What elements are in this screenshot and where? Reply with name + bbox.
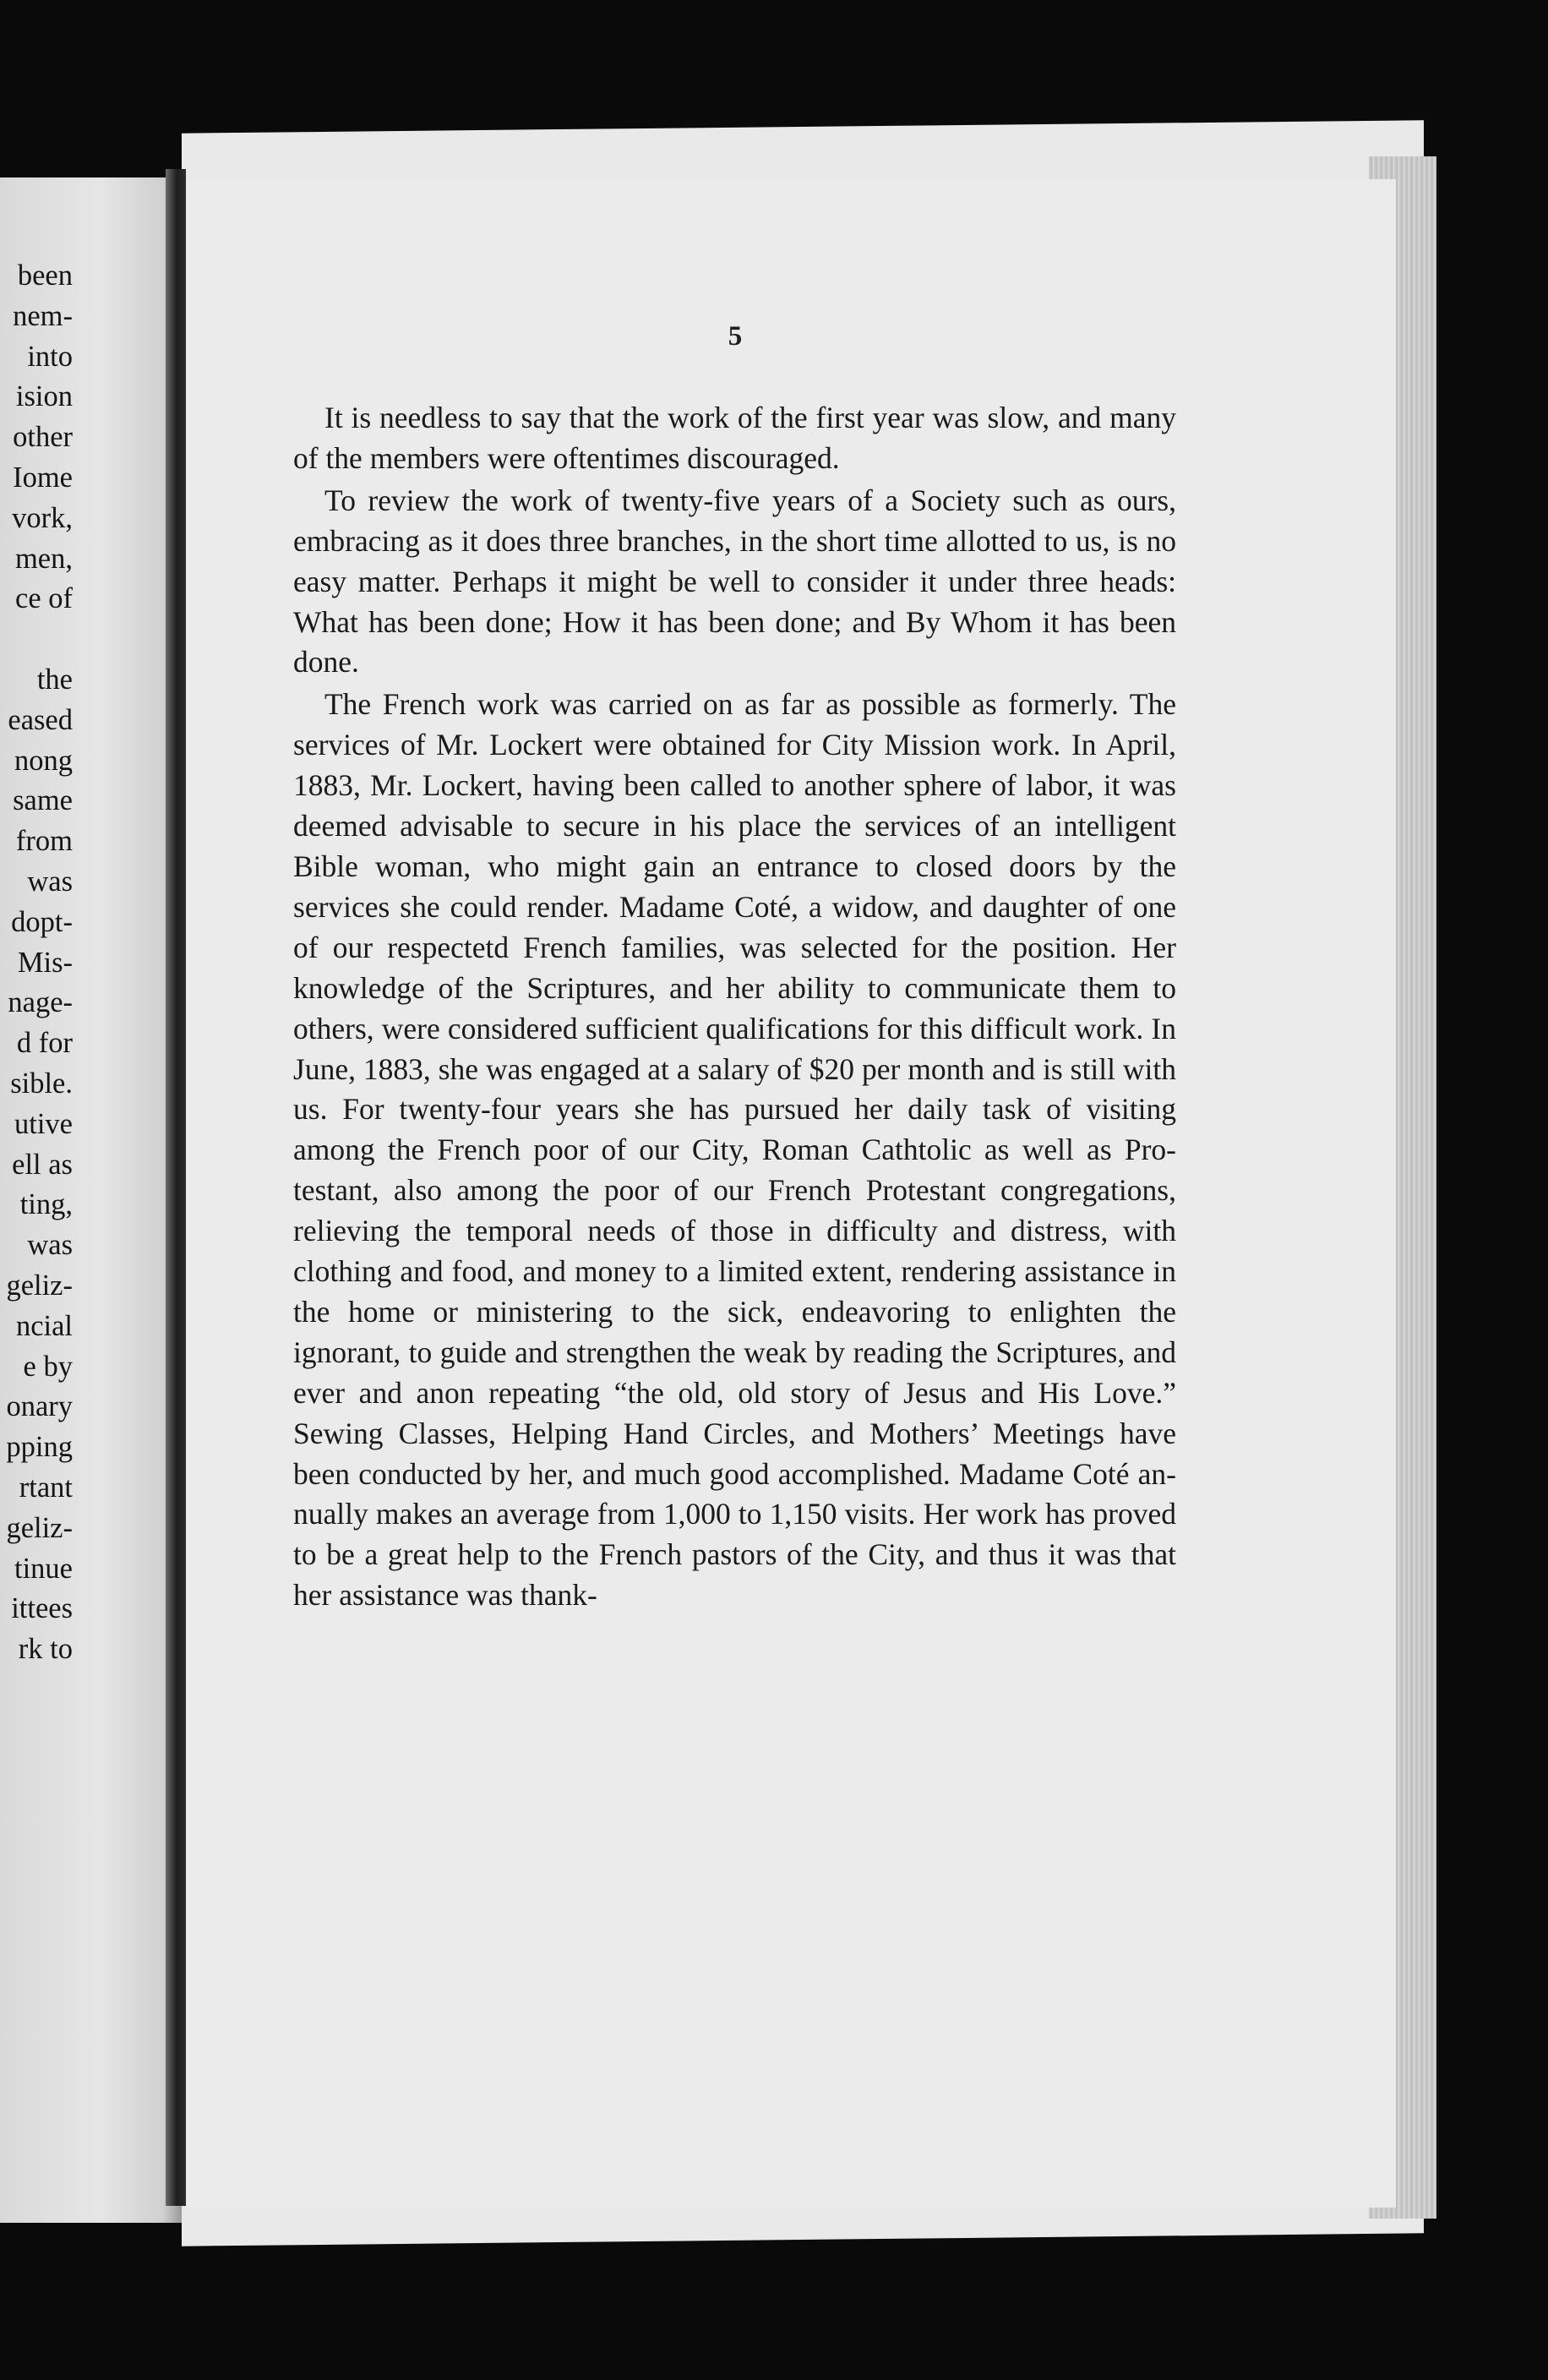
paragraph-3: The French work was carried on as far as possible as formerly. The services of Mr. Lockert were obtained for City Mission work. In April, 1883, Mr. Lockert, having been called to another sphere of labor, it was deemed advisable to secure in his place the services of an intelligent Bible woman, who might gain an entrance to closed doors by the services she could render. Madame Coté, a widow, and daughter of one of our respectetd French families, was selected for the position. Her knowledge of the Scriptures, and her ability to communicate them to others, were considered sufficient qualifications for this difficult work. In June, 1883, she was engaged at a salary of $20 per month and is still with us. For twenty-four years she has pursued her daily task of visiting among the French poor of our City, Roman Cathtolic as well as Protestant, also among the poor of our French Protestant congregations, relieving the temporal needs of those in difficulty and distress, with clothing and food, and money to a limited extent, rendering assistance in the home or ministering to the sick, endeavoring to enlighten the ignorant, to guide and strengthen the weak by reading the Scriptures, and ever and anon repeating “the old, old story of Jesus and His Love.” Sewing Classes, Helping Hand Circles, and Mothers’ Meetings have been conducted by her, and much good accomplished. Madame Coté annually makes an average from 1,000 to 1,150 visits. Her work has proved to be a great help to the French pastors of the City, and thus it was that her assistance was thank- [293,687,1176,1613]
page-number: 5 [728,321,743,352]
previous-page-line: rtant [19,1471,73,1504]
previous-page-line: tinue [14,1552,73,1585]
previous-page-line: ting, [19,1188,73,1221]
previous-page-line: the [36,663,73,696]
previous-page-line: men, [14,542,73,575]
previous-page-line: sible. [10,1067,73,1100]
previous-page-line: been [17,259,73,292]
previous-page-line: same [13,784,73,817]
previous-page-line: ell as [12,1148,73,1181]
previous-page-line: Mis- [17,946,73,979]
previous-page-line: ncial [15,1309,73,1342]
previous-page-line: ittees [11,1592,73,1625]
previous-page-line: e by [23,1350,73,1383]
previous-page-line: Iome [13,461,73,494]
previous-page-line: onary [6,1390,73,1423]
previous-page-line: dopt- [11,905,73,938]
previous-page-line: was [27,1229,73,1262]
previous-page-line: ce of [15,582,73,615]
paragraph-2: To review the work of twenty-five years of a Society such as ours, embracing as it does three branches, in the short time allotted to us, is no easy matter. Perhaps it might be well to consider it under three heads: What has been done; How it has been done; and By Whom it has been done. [293,483,1176,680]
previous-page-line: pping [6,1431,73,1464]
previous-page-line: from [15,825,73,858]
page-body [293,398,1176,1618]
previous-page-line: nem- [13,299,73,332]
previous-page-line: into [27,340,73,373]
previous-page-line: nage- [8,986,73,1019]
previous-page-line [0,620,73,660]
previous-page-line: ision [15,380,73,413]
previous-page-line: was [27,865,73,898]
previous-page-line: eased [8,703,73,736]
previous-page-text [0,256,73,1670]
paragraph-1: It is needless to say that the work of the first year was slow, and many of the members were oftentimes discouraged. [293,401,1176,475]
previous-page-line: utive [14,1107,73,1140]
previous-page-line: d for [16,1027,73,1060]
previous-page-line: geliz- [6,1511,73,1544]
book-gutter [166,169,186,2206]
previous-page-line: rk to [18,1633,73,1666]
previous-page-line: geliz- [6,1269,73,1302]
previous-page-line: vork, [12,501,73,534]
previous-page-line: nong [14,744,73,777]
previous-page-line: other [13,421,73,454]
